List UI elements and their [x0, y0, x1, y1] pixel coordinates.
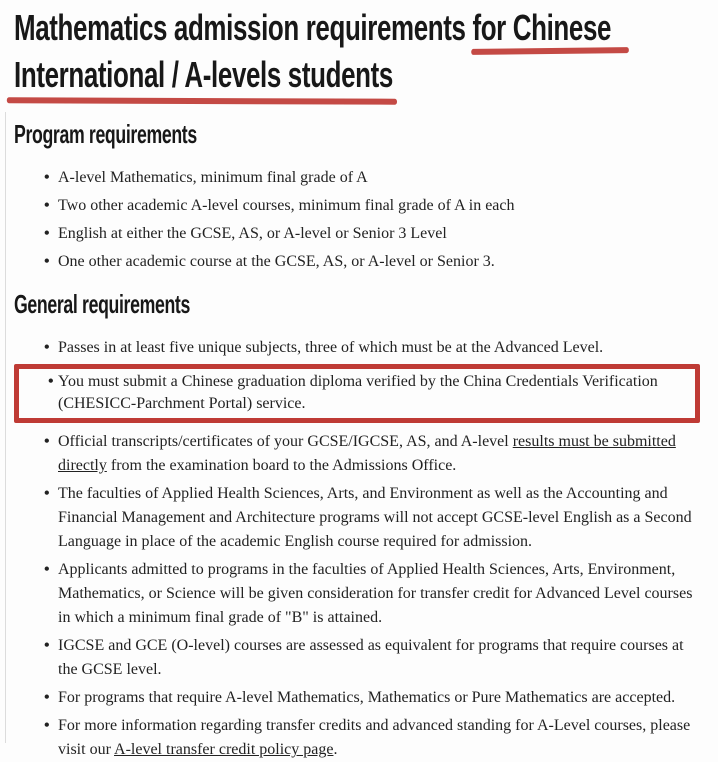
- bullet-text: For programs that require A-level Mathematics, Mathematics or Pure Mathematics are accepted.: [58, 689, 676, 706]
- bullet-text: Applicants admitted to programs in the faculties of Applied Health Sciences, Arts, Environment, Mathematics, or Science will be given consideration for transfer credit for Advanced Level courses in which a minimum final grade of "B" is attained.: [58, 561, 693, 626]
- list-item: [58, 686, 700, 710]
- list-item: [58, 194, 700, 218]
- bullet-text: One other academic course at the GCSE, AS, or A-level or Senior 3.: [58, 253, 495, 270]
- bullet-text: You must submit a Chinese graduation diploma verified by the China Credentials Verification (CHESICC-Parchment Portal) service.: [58, 373, 658, 412]
- title-text-marked: for Chinese: [472, 7, 612, 48]
- list-item: [58, 558, 700, 630]
- inline-link[interactable]: A-level transfer credit policy page: [114, 741, 334, 758]
- section-general-requirements: [14, 290, 700, 762]
- list-item: [58, 430, 700, 478]
- bullet-text: .: [333, 741, 338, 758]
- red-underline-annotation: [472, 4, 611, 51]
- list-item: [58, 714, 700, 762]
- section-heading-program: Program requirements: [14, 119, 197, 149]
- bullet-list: [14, 336, 700, 762]
- red-underline-annotation: [14, 51, 393, 98]
- bullet-text: The faculties of Applied Health Sciences, Arts, and Environment as well as the Accounting and Financial Management and Architecture programs will not accept GCSE-level English as a Second Language in place of the academic English course required for admission.: [58, 485, 692, 550]
- title-text: Mathematics admission requirements: [14, 7, 473, 48]
- bullet-text: Passes in at least five unique subjects, three of which must be at the Advanced Level.: [58, 339, 604, 356]
- list-item-highlighted-red-box-annotation: [14, 364, 700, 423]
- bullet-text: For more information regarding transfer credits and advanced standing for A-Level courses, please visit our: [58, 717, 691, 758]
- title-line-1: [14, 4, 612, 51]
- list-item: [58, 634, 700, 682]
- bullet-text: A-level Mathematics, minimum final grade of A: [58, 169, 368, 186]
- section-program-requirements: [14, 120, 700, 274]
- title-line-2: [14, 51, 508, 98]
- list-item: [58, 482, 700, 554]
- bullet-text: Two other academic A-level courses, minimum final grade of A in each: [58, 197, 515, 214]
- list-item: [58, 222, 700, 246]
- title-text-marked: International / A-levels students: [14, 54, 393, 95]
- page-title: [14, 4, 612, 98]
- bullet-text: IGCSE and GCE (O-level) courses are assessed as equivalent for programs that require courses at the GCSE level.: [58, 637, 684, 678]
- bullet-text: Official transcripts/certificates of your GCSE/IGCSE, AS, and A-level: [58, 433, 513, 450]
- section-heading-general: General requirements: [14, 289, 190, 319]
- list-item: [58, 166, 700, 190]
- list-item: [58, 336, 700, 360]
- page-left-border: [5, 112, 6, 743]
- bullet-text: English at either the GCSE, AS, or A-level or Senior 3 Level: [58, 225, 447, 242]
- list-item: [58, 250, 700, 274]
- inline-link[interactable]: results must be submitted directly: [58, 433, 676, 474]
- bullet-list: [14, 166, 700, 274]
- bullet-text: from the examination board to the Admissions Office.: [106, 457, 457, 474]
